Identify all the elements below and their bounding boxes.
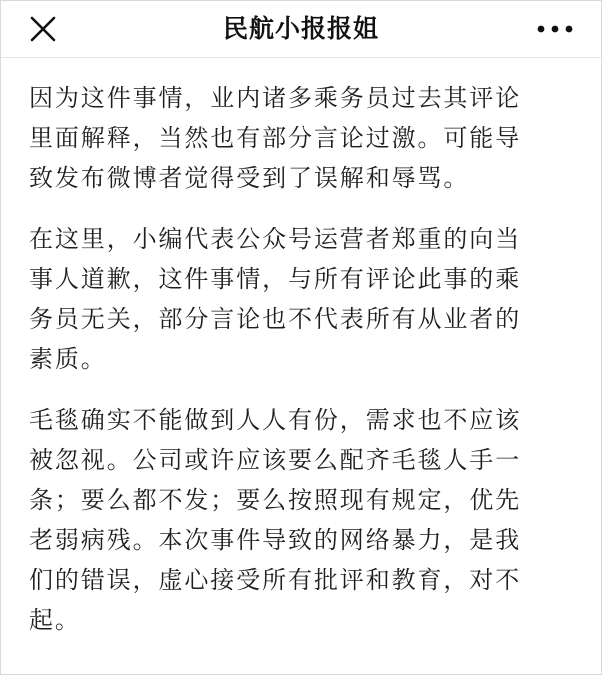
- nav-bar: [1, 1, 601, 58]
- close-icon: [25, 11, 61, 47]
- close-button[interactable]: [25, 11, 61, 47]
- article-paragraph-2: 在这里，小编代表公众号运营者郑重的向当 事人道歉，这件事情，与所有评论此事的乘 务员无关，部分言论也不代表所有从业者的 素质。: [29, 225, 522, 373]
- more-dots-icon: [535, 13, 575, 45]
- more-button[interactable]: [535, 13, 575, 45]
- article-paragraph-3: 毛毯确实不能做到人人有份，需求也不应该 被忽视。公司或许应该要么配齐毛毯人手一 条；要么都不发；要么按照现有规定，优先 老弱病残。本次事件导致的网络暴力，是我 们的错误，虚心接受所有批评和教育，对不 起。: [29, 406, 522, 634]
- article-content: [1, 58, 601, 640]
- article-paragraph-1: 因为这件事情，业内诸多乘务员过去其评论 里面解释，当然也有部分言论过激。可能导 致发布微博者觉得受到了误解和辱骂。: [29, 84, 522, 192]
- page-title: 民航小报报姐: [222, 14, 379, 43]
